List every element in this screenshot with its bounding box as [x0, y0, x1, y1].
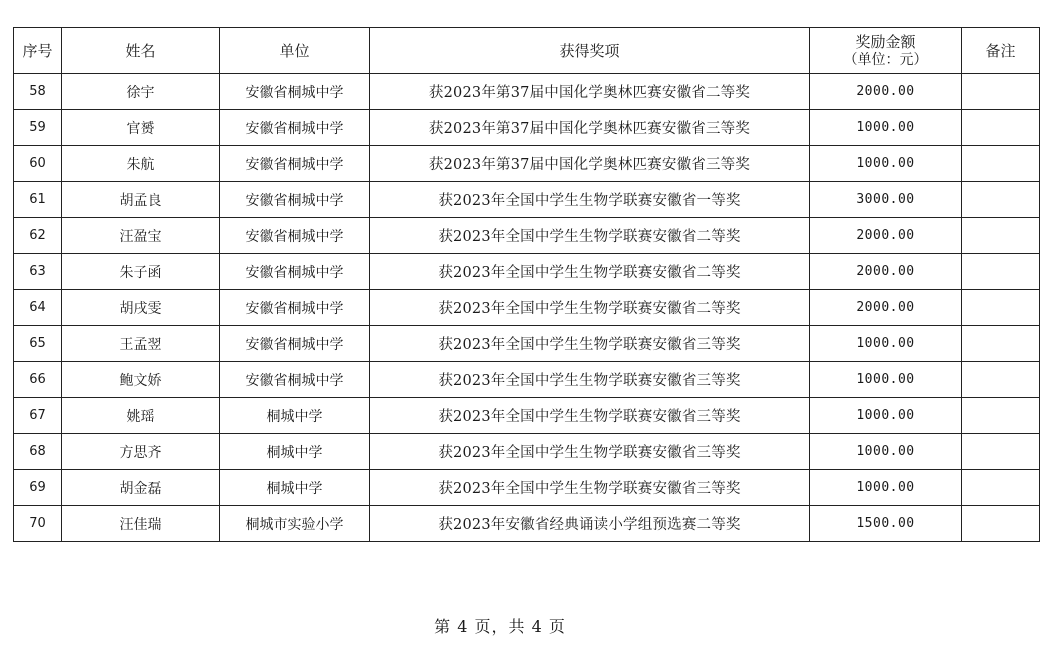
- cell-unit: 安徽省桐城中学: [220, 110, 370, 146]
- cell-remark: [962, 146, 1040, 182]
- cell-no: 68: [14, 434, 62, 470]
- cell-no: 65: [14, 326, 62, 362]
- cell-name: 朱子函: [62, 254, 220, 290]
- cell-unit: 桐城中学: [220, 434, 370, 470]
- cell-name: 胡孟良: [62, 182, 220, 218]
- cell-amount: 1500.00: [810, 506, 962, 542]
- cell-award: 获2023年全国中学生生物学联赛安徽省二等奖: [370, 254, 810, 290]
- award-table: [13, 27, 1040, 542]
- cell-amount: 2000.00: [810, 218, 962, 254]
- cell-name: 徐宇: [62, 74, 220, 110]
- cell-remark: [962, 470, 1040, 506]
- table-row: [14, 362, 1040, 398]
- cell-award: 获2023年全国中学生生物学联赛安徽省三等奖: [370, 326, 810, 362]
- cell-no: 61: [14, 182, 62, 218]
- cell-no: 59: [14, 110, 62, 146]
- table-row: [14, 146, 1040, 182]
- cell-remark: [962, 326, 1040, 362]
- cell-no: 63: [14, 254, 62, 290]
- cell-no: 60: [14, 146, 62, 182]
- cell-award: 获2023年第37届中国化学奥林匹赛安徽省三等奖: [370, 110, 810, 146]
- cell-no: 69: [14, 470, 62, 506]
- table-row: [14, 110, 1040, 146]
- cell-award: 获2023年第37届中国化学奥林匹赛安徽省二等奖: [370, 74, 810, 110]
- cell-name: 汪佳瑞: [62, 506, 220, 542]
- cell-award: 获2023年全国中学生生物学联赛安徽省一等奖: [370, 182, 810, 218]
- cell-no: 58: [14, 74, 62, 110]
- table-row: [14, 326, 1040, 362]
- table-row: [14, 434, 1040, 470]
- cell-award: 获2023年全国中学生生物学联赛安徽省二等奖: [370, 290, 810, 326]
- cell-name: 鲍文娇: [62, 362, 220, 398]
- cell-unit: 安徽省桐城中学: [220, 218, 370, 254]
- cell-name: 朱航: [62, 146, 220, 182]
- cell-remark: [962, 74, 1040, 110]
- cell-remark: [962, 254, 1040, 290]
- header-amount-title: 奖励金额: [855, 32, 916, 51]
- cell-amount: 2000.00: [810, 74, 962, 110]
- cell-name: 姚瑶: [62, 398, 220, 434]
- cell-amount: 3000.00: [810, 182, 962, 218]
- cell-unit: 安徽省桐城中学: [220, 362, 370, 398]
- cell-award: 获2023年全国中学生生物学联赛安徽省三等奖: [370, 362, 810, 398]
- cell-unit: 桐城市实验小学: [220, 506, 370, 542]
- cell-unit: 安徽省桐城中学: [220, 326, 370, 362]
- header-no: 序号: [14, 28, 62, 74]
- cell-no: 67: [14, 398, 62, 434]
- cell-amount: 1000.00: [810, 146, 962, 182]
- table-header-row: [14, 28, 1040, 74]
- cell-award: 获2023年全国中学生生物学联赛安徽省三等奖: [370, 398, 810, 434]
- cell-name: 胡金磊: [62, 470, 220, 506]
- cell-name: 王孟翌: [62, 326, 220, 362]
- cell-award: 获2023年第37届中国化学奥林匹赛安徽省三等奖: [370, 146, 810, 182]
- cell-amount: 2000.00: [810, 290, 962, 326]
- header-amount-unit: （单位：元）: [843, 51, 928, 68]
- cell-remark: [962, 398, 1040, 434]
- cell-award: 获2023年全国中学生生物学联赛安徽省三等奖: [370, 470, 810, 506]
- table-body: [14, 74, 1040, 542]
- cell-amount: 1000.00: [810, 110, 962, 146]
- cell-unit: 安徽省桐城中学: [220, 182, 370, 218]
- cell-name: 方思齐: [62, 434, 220, 470]
- page-number-footer: 第 4 页，共 4 页: [434, 617, 566, 636]
- table-row: [14, 182, 1040, 218]
- cell-amount: 1000.00: [810, 470, 962, 506]
- cell-unit: 桐城中学: [220, 470, 370, 506]
- header-name: 姓名: [62, 28, 220, 74]
- cell-remark: [962, 362, 1040, 398]
- cell-amount: 1000.00: [810, 434, 962, 470]
- cell-remark: [962, 218, 1040, 254]
- cell-remark: [962, 434, 1040, 470]
- cell-no: 66: [14, 362, 62, 398]
- table-row: [14, 218, 1040, 254]
- cell-no: 62: [14, 218, 62, 254]
- cell-no: 70: [14, 506, 62, 542]
- cell-remark: [962, 506, 1040, 542]
- cell-remark: [962, 110, 1040, 146]
- cell-unit: 安徽省桐城中学: [220, 290, 370, 326]
- cell-unit: 桐城中学: [220, 398, 370, 434]
- cell-amount: 1000.00: [810, 398, 962, 434]
- cell-name: 汪盈宝: [62, 218, 220, 254]
- table-row: [14, 74, 1040, 110]
- cell-amount: 1000.00: [810, 362, 962, 398]
- cell-name: 官赟: [62, 110, 220, 146]
- cell-unit: 安徽省桐城中学: [220, 146, 370, 182]
- table-row: [14, 398, 1040, 434]
- cell-no: 64: [14, 290, 62, 326]
- table-row: [14, 506, 1040, 542]
- table-row: [14, 290, 1040, 326]
- header-unit: 单位: [220, 28, 370, 74]
- award-table-sheet: [13, 27, 1016, 542]
- table-row: [14, 470, 1040, 506]
- header-remark: 备注: [962, 28, 1040, 74]
- cell-unit: 安徽省桐城中学: [220, 74, 370, 110]
- cell-unit: 安徽省桐城中学: [220, 254, 370, 290]
- table-row: [14, 254, 1040, 290]
- cell-award: 获2023年全国中学生生物学联赛安徽省三等奖: [370, 434, 810, 470]
- cell-amount: 1000.00: [810, 326, 962, 362]
- cell-award: 获2023年全国中学生生物学联赛安徽省二等奖: [370, 218, 810, 254]
- cell-amount: 2000.00: [810, 254, 962, 290]
- header-amount: [810, 28, 962, 74]
- cell-name: 胡戌雯: [62, 290, 220, 326]
- header-award: 获得奖项: [370, 28, 810, 74]
- cell-remark: [962, 290, 1040, 326]
- cell-remark: [962, 182, 1040, 218]
- cell-award: 获2023年安徽省经典诵读小学组预选赛二等奖: [370, 506, 810, 542]
